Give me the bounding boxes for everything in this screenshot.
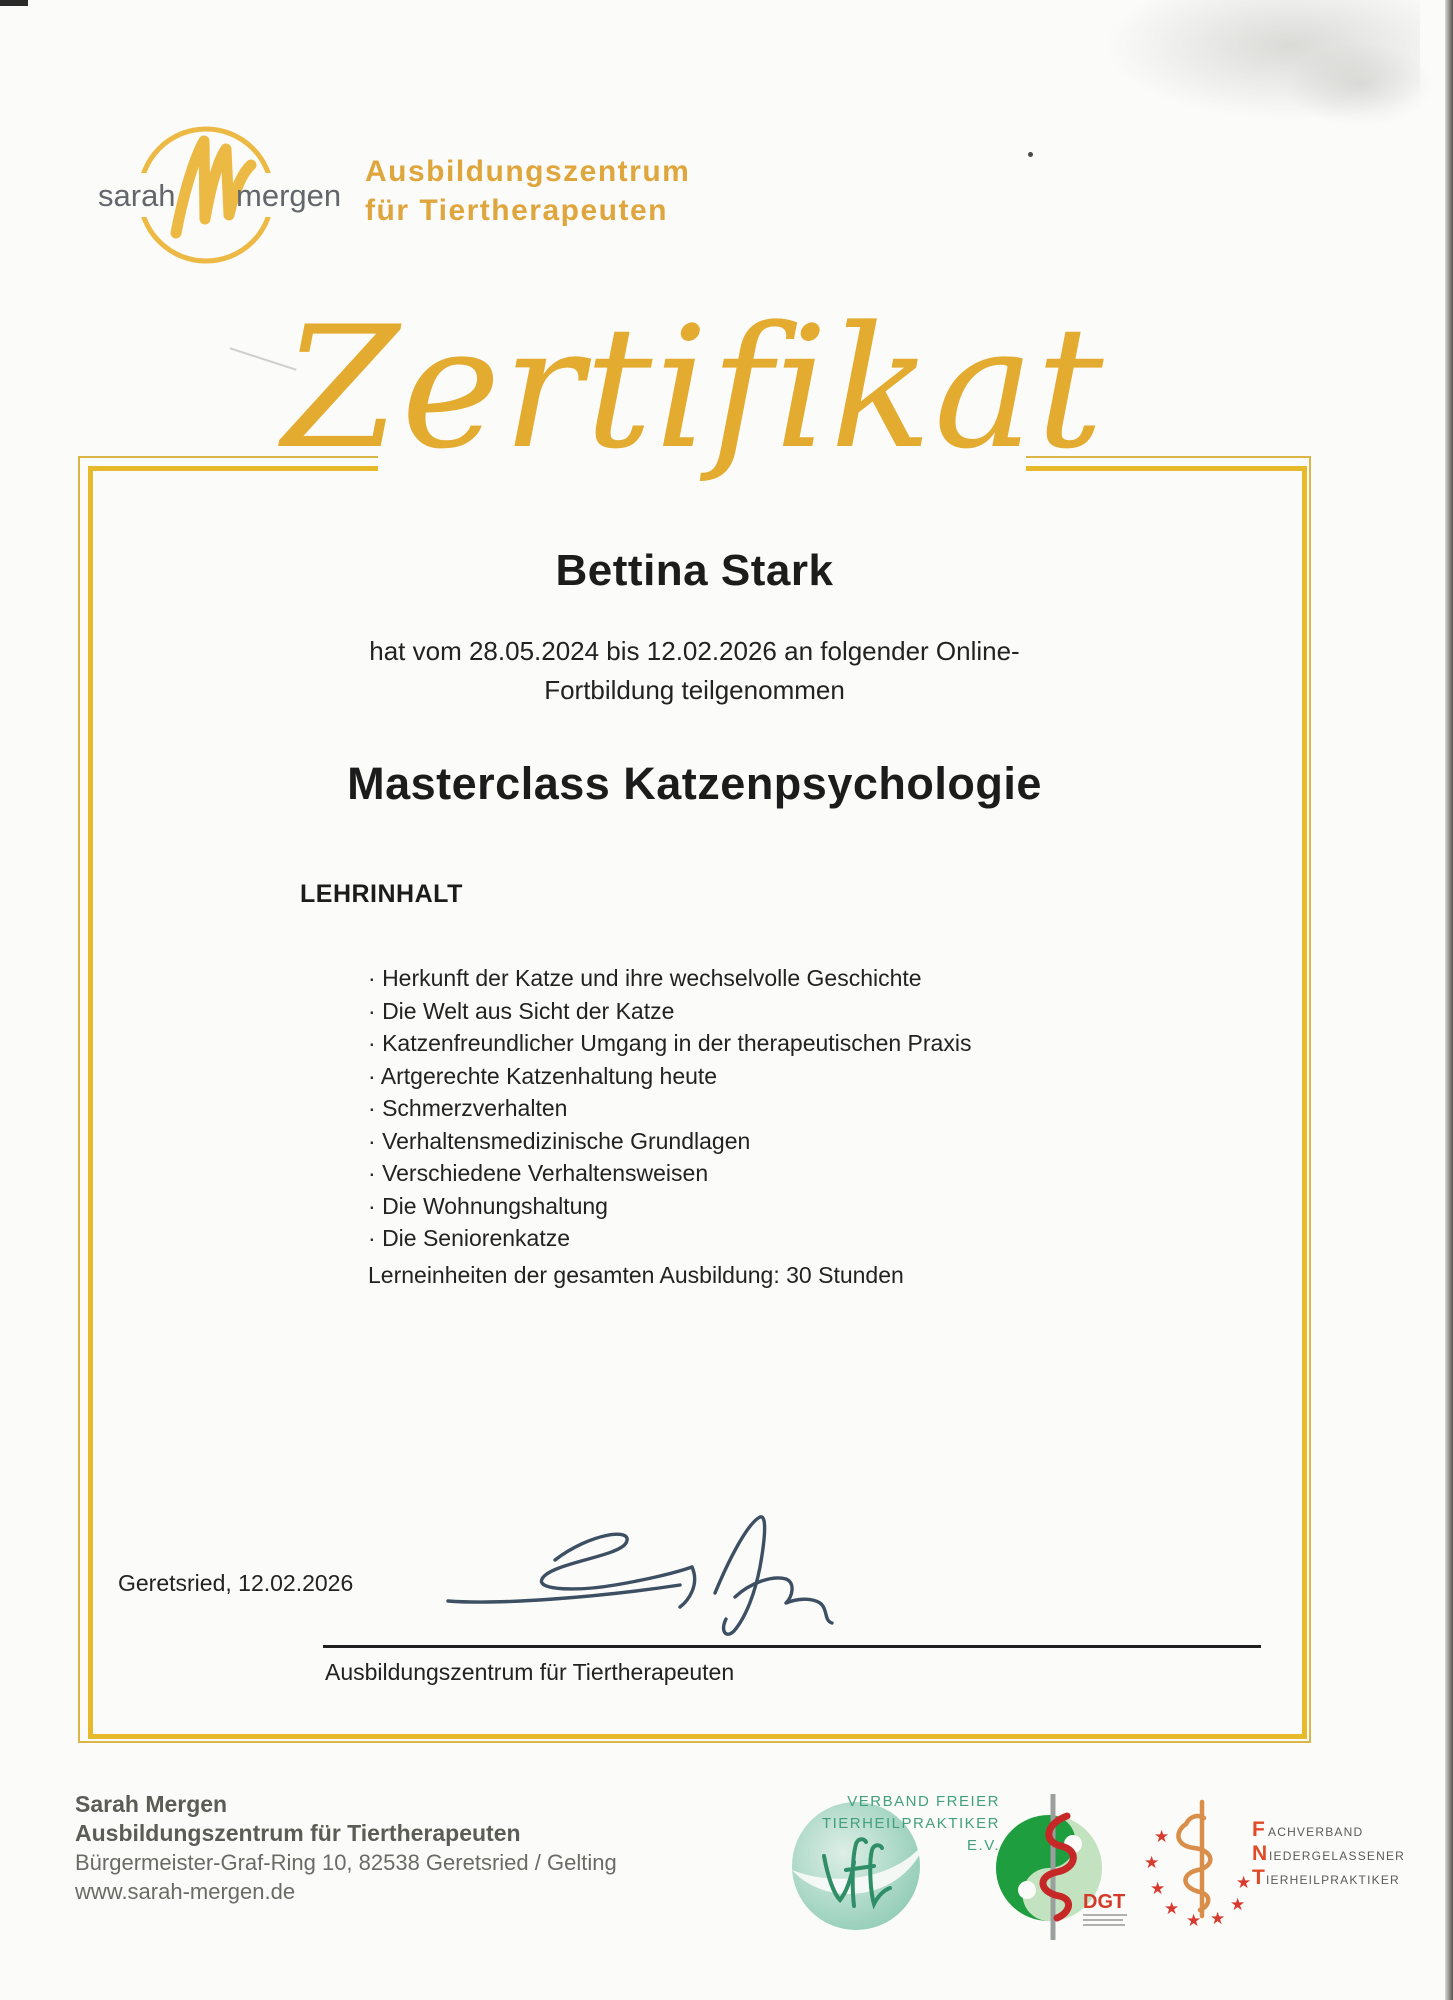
scan-artifact-top-left	[0, 0, 28, 6]
topic-item: · Verhaltensmedizinische Grundlagen	[368, 1125, 971, 1158]
topic-item: · Die Seniorenkatze	[368, 1222, 971, 1255]
place-date: Geretsried, 12.02.2026	[118, 1570, 354, 1596]
topic-item: · Herkunft der Katze und ihre wechselvolle Geschichte	[368, 962, 971, 995]
fnt-rest1: ACHVERBAND	[1268, 1825, 1364, 1839]
footer-website: www.sarah-mergen.de	[75, 1879, 296, 1904]
vft-association-logo	[778, 1778, 1008, 1943]
scan-edge-shadow	[1445, 0, 1453, 2000]
dgt-association-logo	[985, 1788, 1145, 1953]
topic-item: · Artgerechte Katzenhaltung heute	[368, 1060, 971, 1093]
fnt-stars	[1144, 1827, 1251, 1930]
intro-line1: hat vom 28.05.2024 bis 12.02.2026 an folgender Online-	[369, 636, 1020, 666]
fnt-rest2: IEDERGELASSENER	[1269, 1849, 1406, 1863]
topic-item: · Schmerzverhalten	[368, 1092, 971, 1125]
fnt-association-logo	[1130, 1788, 1440, 1953]
topic-item: · Verschiedene Verhaltensweisen	[368, 1157, 971, 1190]
intro-line2: Fortbildung teilgenommen	[544, 675, 845, 705]
footer-contact-block	[75, 1790, 617, 1906]
certificate-title: Zertifikat	[282, 290, 1106, 486]
footer-org: Ausbildungszentrum für Tiertherapeuten	[75, 1820, 521, 1846]
signature-caption: Ausbildungszentrum für Tiertherapeuten	[325, 1659, 735, 1685]
star-icon: ★	[1210, 1909, 1226, 1928]
fnt-staff-icon	[1178, 1802, 1210, 1916]
course-title: Masterclass Katzenpsychologie	[347, 758, 1042, 809]
fnt-initial3: T	[1252, 1866, 1265, 1889]
handwritten-signature	[430, 1505, 870, 1645]
signature-line	[323, 1645, 1261, 1648]
content-heading: LEHRINHALT	[300, 880, 463, 908]
footer-name: Sarah Mergen	[75, 1791, 228, 1817]
scan-smudge	[1280, 40, 1440, 130]
fnt-initial2: N	[1252, 1842, 1268, 1865]
intro-text	[78, 632, 1311, 710]
org-name-line2: für Tiertherapeuten	[365, 194, 668, 227]
fnt-rest3: IERHEILPRAKTIKER	[1266, 1873, 1400, 1887]
star-icon: ★	[1230, 1895, 1246, 1914]
vft-text-line3: E.V.	[967, 1837, 1000, 1854]
scan-dot	[1028, 152, 1033, 157]
dgt-dot	[1018, 1881, 1036, 1899]
vft-text-line2: TIERHEILPRAKTIKER	[821, 1815, 1000, 1832]
star-icon: ★	[1164, 1899, 1180, 1918]
star-icon: ★	[1186, 1911, 1202, 1930]
topic-item: · Katzenfreundlicher Umgang in der therapeutischen Praxis	[368, 1027, 971, 1060]
logo-name-left: sarah	[98, 178, 176, 213]
star-icon: ★	[1150, 1879, 1166, 1898]
recipient-name: Bettina Stark	[555, 546, 834, 595]
org-name	[365, 152, 690, 230]
sarah-mergen-logo	[88, 115, 348, 275]
topic-item: · Die Welt aus Sicht der Katze	[368, 995, 971, 1028]
fnt-initial1: F	[1252, 1818, 1265, 1841]
dgt-smallprint-lines	[1083, 1914, 1127, 1926]
topic-item: · Die Wohnungshaltung	[368, 1190, 971, 1223]
star-icon: ★	[1236, 1873, 1252, 1892]
vft-text-line1: VERBAND FREIER	[847, 1793, 1000, 1810]
dgt-label: DGT	[1083, 1891, 1126, 1913]
footer-address: Bürgermeister-Graf-Ring 10, 82538 Geretsried / Gelting	[75, 1850, 617, 1875]
star-icon: ★	[1144, 1853, 1160, 1872]
hours-line: Lerneinheiten der gesamten Ausbildung: 30 Stunden	[368, 1262, 904, 1288]
logo-name-right: mergen	[236, 178, 342, 213]
topics-list	[368, 962, 971, 1255]
org-name-line1: Ausbildungszentrum	[365, 155, 691, 188]
star-icon: ★	[1154, 1827, 1170, 1846]
